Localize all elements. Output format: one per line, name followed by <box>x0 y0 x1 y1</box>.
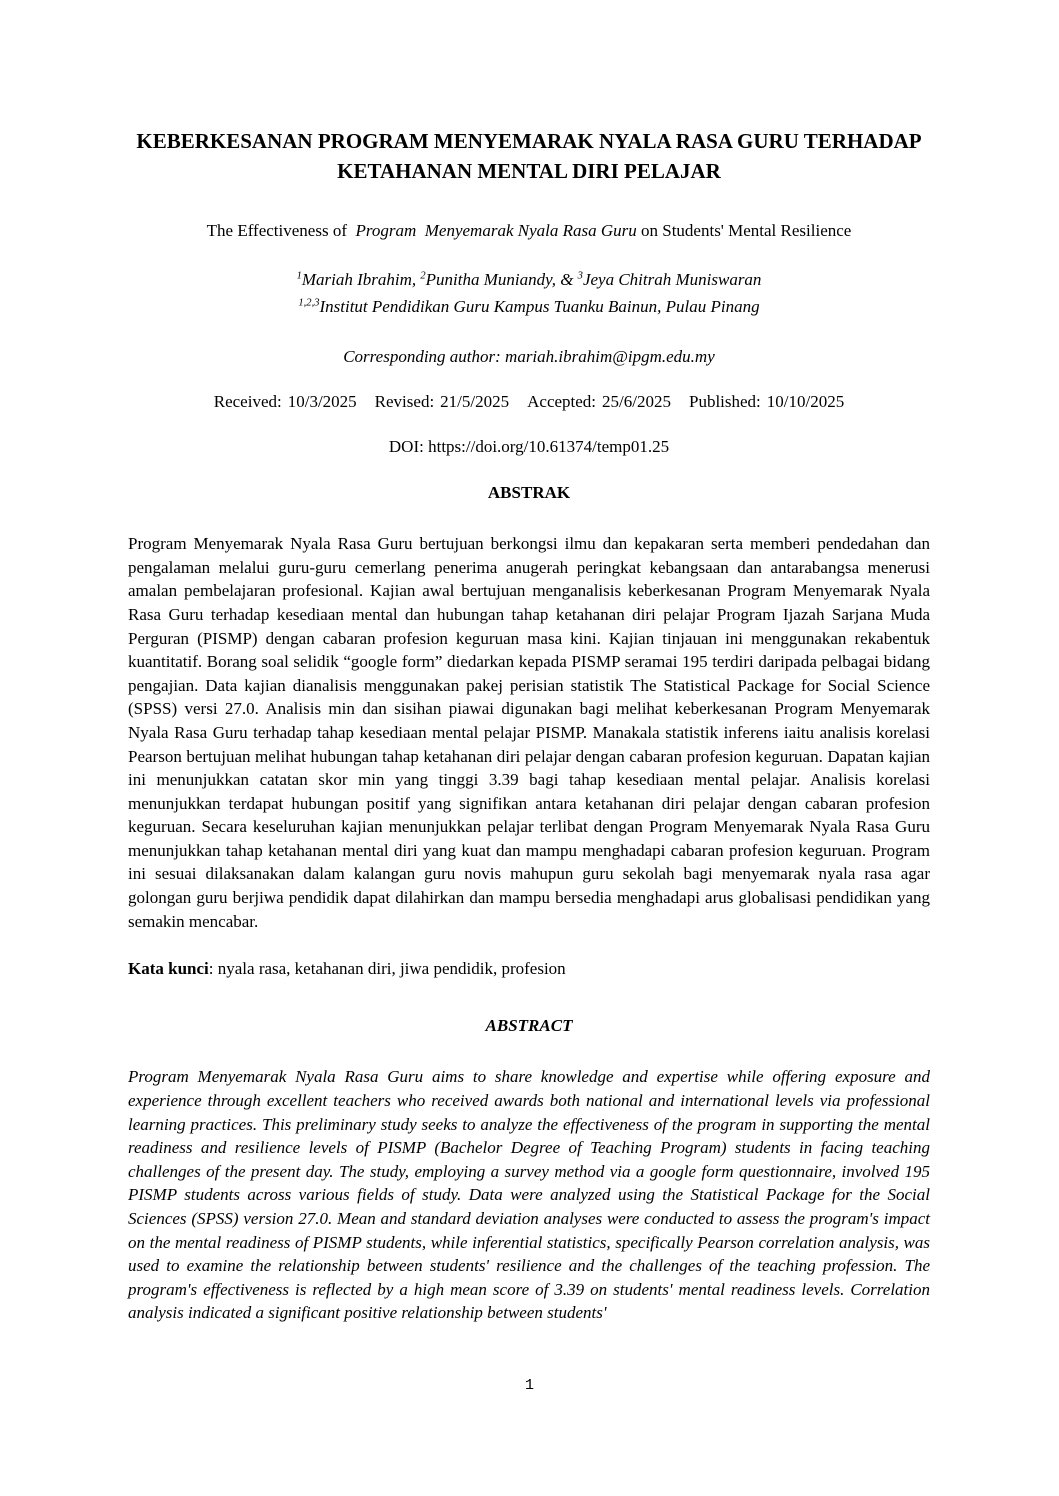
paper-subtitle <box>128 219 930 243</box>
author-3-name: Jeya Chitrah Muniswaran <box>582 269 762 289</box>
date-published <box>689 390 844 414</box>
date-revised <box>375 390 509 414</box>
abstrak-body: Program Menyemarak Nyala Rasa Guru bertujuan berkongsi ilmu dan kepakaran serta memberi pendedahan dan pengalaman melalui guru-guru cemerlang penerima anugerah peringkat kebangsaan dan antarabangsa menerusi amalan pembelajaran profesional. Kajian awal bertujuan menganalisis keberkesanan Program Menyemarak Nyala Rasa Guru terhadap kesediaan mental dan hubungan tahap ketahanan diri pelajar Program Ijazah Sarjana Muda Perguran (PISMP) dengan cabaran profesion keguruan masa kini. Kajian tinjauan ini menggunakan rekabentuk kuantitatif. Borang soal selidik “google form” diedarkan kepada PISMP seramai 195 terdiri daripada pelbagai bidang pengajian. Data kajian dianalisis menggunakan pakej perisian statistik The Statistical Package for Social Science (SPSS) versi 27.0. Analisis min dan sisihan piawai digunakan bagi melihat keberkesanan Program Menyemarak Nyala Rasa Guru terhadap tahap kesediaan mental pelajar PISMP. Manakala statistik inferens iaitu analisis korelasi Pearson bertujuan melihat hubungan tahap ketahanan diri pelajar dengan cabaran profesion keguruan. Dapatan kajian ini menunjukkan catatan skor min yang tinggi 3.39 bagi tahap kesediaan mental pelajar. Analisis korelasi menunjukkan terdapat hubungan positif yang signifikan antara ketahanan diri pelajar dengan cabaran profesion keguruan. Secara keseluruhan kajian menunjukkan pelajar terlibat dengan Program Menyemarak Nyala Rasa Guru menunjukkan tahap ketahanan mental diri yang kuat dan mampu menghadapi cabaran profesion keguruan. Program ini sesuai dilaksanakan dalam kalangan guru novis mahupun guru sekolah bagi menyemarak nyala rasa agar golongan guru berjiwa pendidik dapat dilahirkan dan mampu bersedia menghadapi arus globalisasi pendidikan yang semakin mencabar. <box>128 534 930 931</box>
date-received-value: 10/3/2025 <box>287 392 357 412</box>
affiliation-text: Institut Pendidikan Guru Kampus Tuanku Bainun, Pulau Pinang <box>319 297 760 317</box>
subtitle-suffix: on Students' Mental Resilience <box>636 221 852 240</box>
authors-line <box>128 268 930 292</box>
affiliation-line <box>128 295 930 319</box>
date-accepted <box>527 390 671 414</box>
author-1-superscript: 1 <box>296 269 302 281</box>
date-revised-value: 21/5/2025 <box>440 392 510 412</box>
date-accepted-value: 25/6/2025 <box>602 392 671 412</box>
corresponding-author-line: Corresponding author: mariah.ibrahim@ipgm.edu.my <box>343 346 715 366</box>
paper-title-line1: KEBERKESANAN PROGRAM MENYEMARAK NYALA RASA GURU TERHADAP <box>136 129 922 153</box>
doi-line: DOI: https://doi.org/10.61374/temp01.25 <box>388 436 670 456</box>
date-published-label: Published: <box>688 392 761 412</box>
date-published-value: 10/10/2025 <box>766 392 845 412</box>
abstract-body: Program Menyemarak Nyala Rasa Guru aims to share knowledge and expertise while offering exposure and experience through excellent teachers who received awards both national and international levels via professional learning practices. This preliminary study seeks to analyze the effectiveness of the program in supporting the mental readiness and resilience levels of PISMP (Bachelor Degree of Teaching Program) students in facing teaching challenges of the present day. The study, employing a survey method via a google form questionnaire, involved 195 PISMP students across various fields of study. Data were analyzed using the Statistical Package for the Social Sciences (SPSS) version 27.0. Mean and standard deviation analyses were conducted to assess the program's impact on the mental readiness of PISMP students, while inferential statistics, specifically Pearson correlation analysis, was used to examine the relationship between students' resilience and the challenges of the teaching profession. The program's effectiveness is reflected by a high mean score of 3.39 on students' mental readiness levels. Correlation analysis indicated a significant positive relationship between students' <box>128 1067 930 1323</box>
subtitle-prefix: The Effectiveness of <box>206 221 356 240</box>
keywords-line <box>128 957 930 981</box>
date-received-label: Received: <box>213 392 282 412</box>
author-2-superscript: 2 <box>420 269 426 281</box>
date-received <box>214 390 357 414</box>
subtitle-program-name: Program Menyemarak Nyala Rasa Guru <box>355 221 637 240</box>
dates-line <box>128 390 930 414</box>
abstract-heading: ABSTRACT <box>485 1015 573 1035</box>
date-revised-label: Revised: <box>374 392 435 412</box>
author-2-name: Punitha Muniandy, & <box>425 269 578 289</box>
keywords-text: : nyala rasa, ketahanan diri, jiwa pendidik, profesion <box>208 959 566 979</box>
keywords-label: Kata kunci <box>128 959 209 979</box>
paper-title <box>128 126 930 186</box>
date-accepted-label: Accepted: <box>527 392 597 412</box>
paper-title-line2: KETAHANAN MENTAL DIRI PELAJAR <box>337 159 721 183</box>
affiliation-superscript: 1,2,3 <box>298 297 320 309</box>
author-3-superscript: 3 <box>577 269 583 281</box>
abstrak-heading: ABSTRAK <box>487 482 571 502</box>
page-number: 1 <box>524 1377 534 1394</box>
author-1-name: Mariah Ibrahim, <box>301 269 421 289</box>
